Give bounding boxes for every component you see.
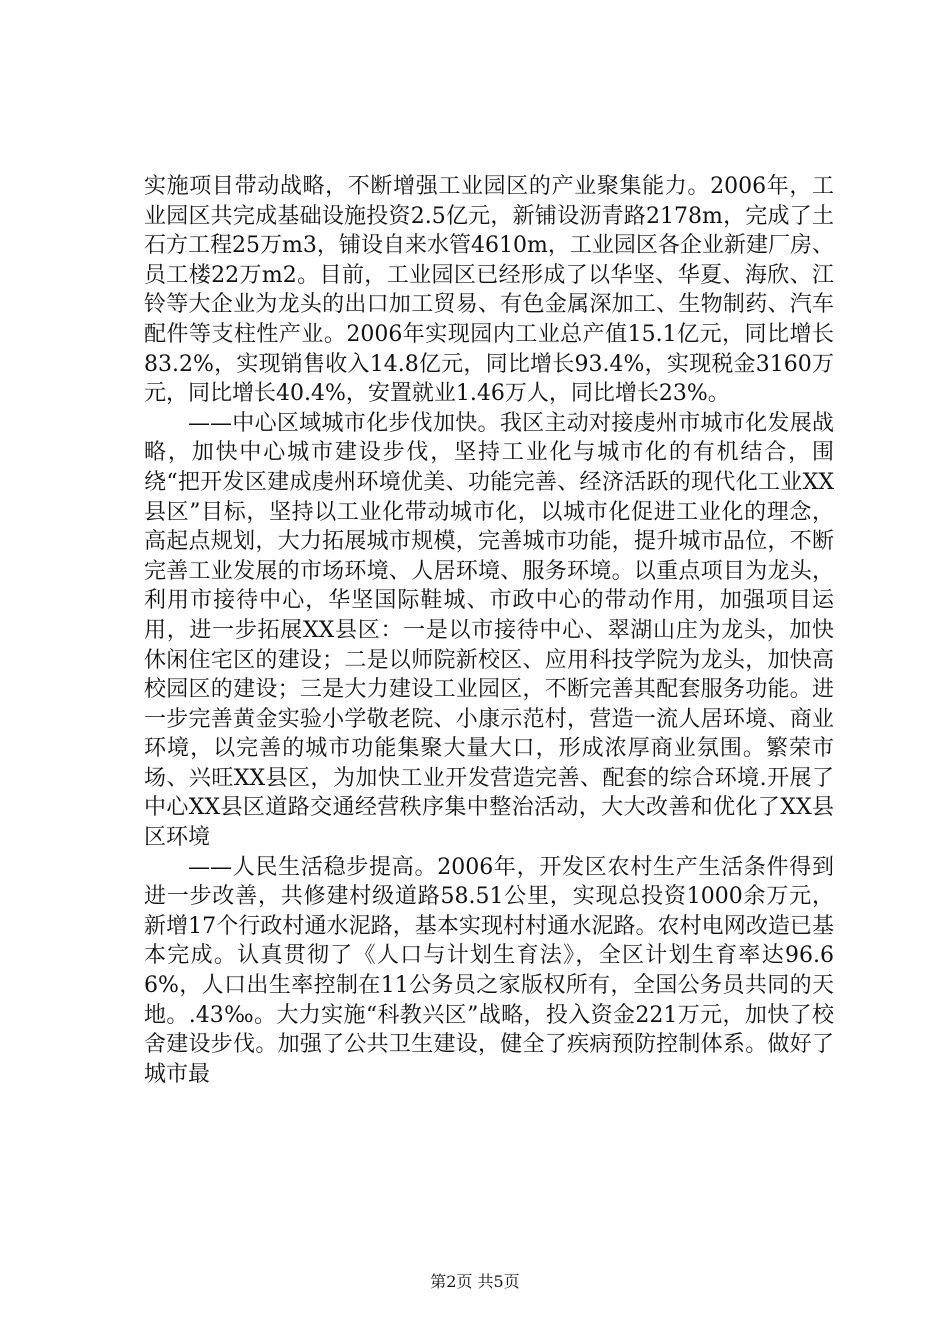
paragraph-living-standards: ——人民生活稳步提高。2006年，开发区农村生产生活条件得到进一步改善，共修建村级道路58.51公里，实现总投资1000余万元，新增17个行政村通水泥路，基本实现村村通水泥路。农村电网改造已基本完成。认真贯彻了《人口与计划生育法》，全区计划生育率达96.66%，人口出生率控制在11公务员之家版权所有，全国公务员共同的天地。.43‰。大力实施“科教兴区”战略，投入资金221万元，加快了校舍建设步伐。加强了公共卫生建设，健全了疾病预防控制体系。做好了城市最 (144, 854, 834, 1087)
page-number-footer: 第2页 共5页 (430, 1272, 520, 1291)
document-body (144, 172, 834, 1089)
paragraph-industrial-park: 实施项目带动战略，不断增强工业园区的产业聚集能力。2006年，工业园区共完成基础设施投资2.5亿元，新铺设沥青路2178m，完成了土石方工程25万m3，铺设自来水管4610m，工业园区各企业新建厂房、员工楼22万m2。目前，工业园区已经形成了以华坚、华夏、海欣、江铃等大企业为龙头的出口加工贸易、有色金属深加工、生物制药、汽车配件等支柱性产业。2006年实现园内工业总产值15.1亿元，同比增长83.2%，实现销售收入14.8亿元，同比增长93.4%，实现税金3160万元，同比增长40.4%，安置就业1.46万人，同比增长23%。 (144, 174, 834, 407)
paragraph-urbanization: ——中心区域城市化步伐加快。我区主动对接虔州市城市化发展战略，加快中心城市建设步伐，坚持工业化与城市化的有机结合，围绕“把开发区建成虔州环境优美、功能完善、经济活跃的现代化工业XX县区”目标，坚持以工业化带动城市化，以城市化促进工业化的理念，高起点规划，大力拓展城市规模，完善城市功能，提升城市品位，不断完善工业发展的市场环境、人居环境、服务环境。以重点项目为龙头，利用市接待中心，华坚国际鞋城、市政中心的带动作用，加强项目运用，进一步拓展XX县区：一是以市接待中心、翠湖山庄为龙头，加快休闲住宅区的建设；二是以师院新校区、应用科技学院为龙头，加快高校园区的建设；三是大力建设工业园区，不断完善其配套服务功能。进一步完善黄金实验小学敬老院、小康示范村，营造一流人居环境、商业环境，以完善的城市功能集聚大量大口，形成浓厚商业氛围。繁荣市场、兴旺XX县区，为加快工业开发营造完善、配套的综合环境.开展了中心XX县区道路交通经营秩序集中整治活动，大大改善和优化了XX县区环境 (144, 410, 834, 851)
